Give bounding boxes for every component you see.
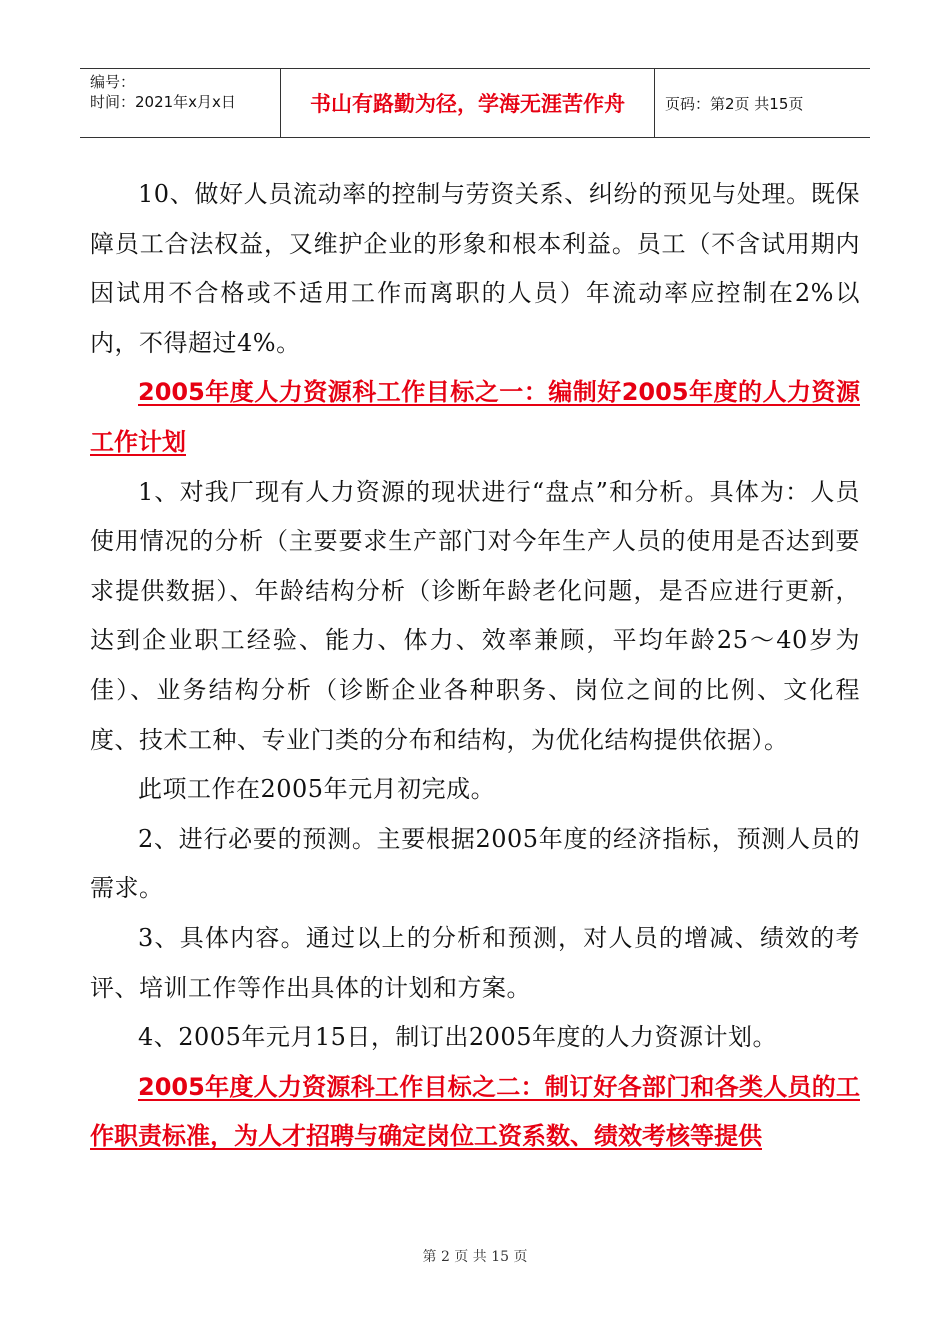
header-page-info: 页码：第2页 共15页: [665, 94, 804, 113]
header-motto: 书山有路勤为径，学海无涯苦作舟: [281, 69, 655, 137]
paragraph-item-2: 2、进行必要的预测。主要根据2005年度的经济指标，预测人员的需求。: [90, 824, 860, 903]
paragraph-10: 10、做好人员流动率的控制与劳资关系、纠纷的预见与处理。既保障员工合法权益，又维护企业的形象和根本利益。员工（不含试用期内因试用不合格或不适用工作而离职的人员）年流动率应控制在2%以内，不得超过4%。: [90, 180, 860, 357]
header-meta: [80, 69, 281, 137]
paragraph-item-1: 1、对我厂现有人力资源的现状进行“盘点”和分析。具体为：人员使用情况的分析（主要要求生产部门对今年生产人员的使用是否达到要求提供数据）、年龄结构分析（诊断年龄老化问题，是否应进行更新，达到企业职工经验、能力、体力、效率兼顾，平均年龄25～40岁为佳）、业务结构分析（诊断企业各种职务、岗位之间的比例、文化程度、技术工种、专业门类的分布和结构，为优化结构提供依据）。: [90, 477, 860, 754]
document-body: [90, 170, 860, 1162]
paragraph-item-3: 3、具体内容。通过以上的分析和预测，对人员的增减、绩效的考评、培训工作等作出具体的计划和方案。: [90, 923, 860, 1002]
paragraph-item-4: 4、2005年元月15日，制订出2005年度的人力资源计划。: [138, 1023, 777, 1052]
section-heading-goal-1: 2005年度人力资源科工作目标之一：编制好2005年度的人力资源工作计划: [90, 378, 860, 456]
paragraph-deadline: 此项工作在2005年元月初完成。: [138, 775, 496, 804]
page-footer: 第 2 页 共 15 页: [422, 1249, 528, 1265]
page-header: [80, 68, 870, 138]
section-heading-goal-2: 2005年度人力资源科工作目标之二：制订好各部门和各类人员的工作职责标准，为人才招聘与确定岗位工资系数、绩效考核等提供: [90, 1072, 860, 1151]
header-time-label: 时间：2021年x月x日: [90, 93, 236, 111]
header-number-label: 编号：: [90, 73, 136, 91]
